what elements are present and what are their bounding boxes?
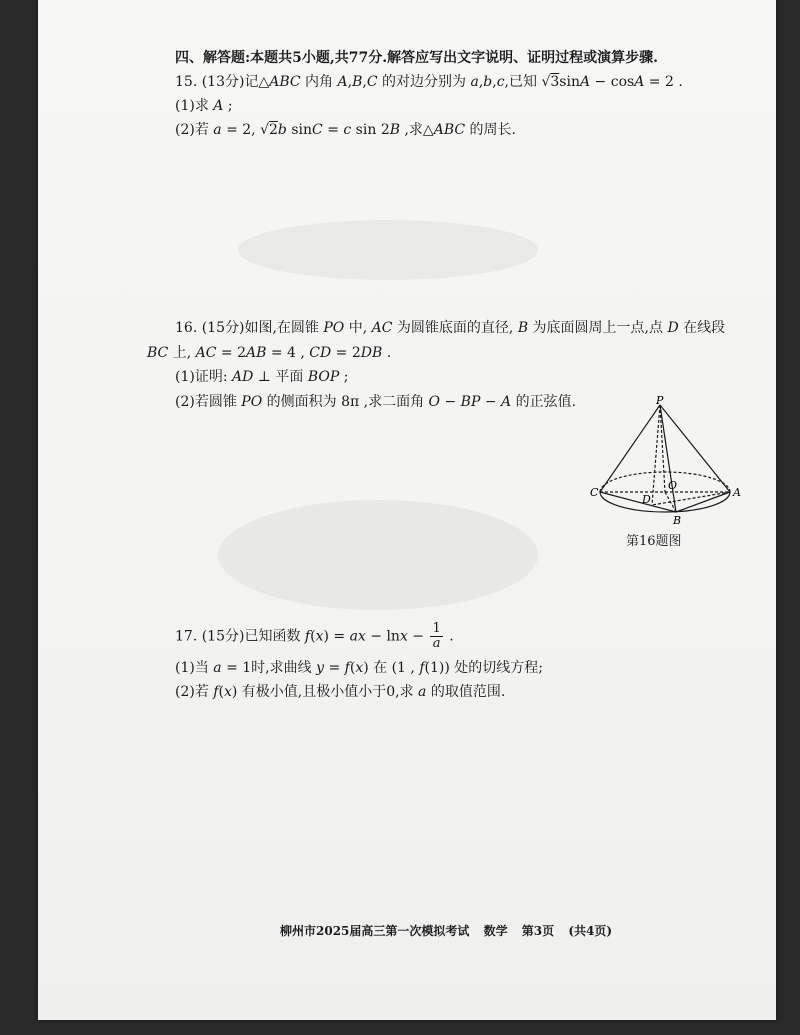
math: a	[418, 684, 427, 700]
math: f	[213, 684, 219, 700]
math: B	[352, 74, 363, 90]
footer-subject: 数学	[483, 924, 508, 938]
q15-stem	[175, 72, 683, 92]
text: (2)若	[175, 122, 214, 138]
math: PO	[323, 320, 345, 336]
math: c	[343, 122, 352, 138]
text: 15. (13分)记△	[175, 74, 270, 90]
generatrix-pc	[600, 405, 660, 492]
math: a	[213, 660, 222, 676]
text: 为圆锥底面的直径,	[392, 320, 518, 336]
math: D	[667, 320, 679, 336]
math: = 2, √	[221, 122, 269, 138]
label-b: B	[673, 514, 682, 527]
label-o: O	[668, 479, 678, 492]
math: sin	[559, 74, 580, 90]
text: (1)) 处的切线方程;	[424, 660, 543, 676]
math: f	[304, 628, 311, 645]
math: (	[310, 628, 316, 645]
math: b	[483, 74, 493, 90]
q16-stem-line2	[147, 343, 391, 363]
math: f	[419, 660, 425, 676]
text: .	[382, 345, 392, 361]
math: sin 2	[351, 122, 390, 138]
math: c	[496, 74, 505, 90]
segment-pd	[652, 405, 660, 505]
text: 16. (15分)如图,在圆锥	[175, 320, 324, 336]
math: a	[213, 122, 222, 138]
math: C	[366, 74, 378, 90]
text: ,	[478, 74, 484, 90]
label-a: A	[733, 486, 741, 499]
text: ,	[492, 74, 497, 90]
math: DB	[360, 345, 383, 361]
q16-part2	[175, 392, 576, 412]
text: 中,	[344, 320, 372, 336]
label-p: P	[656, 395, 664, 407]
math: b	[277, 122, 287, 138]
text: 的正弦值.	[511, 394, 577, 410]
text: ;	[223, 98, 233, 114]
math: CD	[309, 345, 332, 361]
math: =	[324, 660, 345, 676]
math: x	[399, 628, 408, 645]
text: 上,	[168, 345, 196, 361]
fraction-numerator: 1	[432, 621, 441, 636]
footer-exam: 柳州市2025届高三第一次模拟考试	[280, 924, 470, 938]
text: ,	[362, 74, 367, 90]
q15-part2	[175, 120, 516, 140]
text: ,已知 √	[504, 74, 551, 90]
smudge	[218, 500, 538, 610]
math: a	[470, 74, 479, 90]
math: x	[355, 660, 364, 676]
text: ,求△	[400, 122, 434, 138]
text: (2)若	[175, 684, 214, 700]
footer-total: (共4页)	[568, 924, 613, 938]
text: (1)求	[175, 98, 214, 114]
fraction	[430, 622, 442, 651]
math: AB	[246, 345, 267, 361]
math: ax	[349, 628, 366, 645]
text: 内角	[300, 74, 338, 90]
math: B	[389, 122, 401, 138]
math: − ln	[365, 628, 400, 645]
math: = 4 ,	[266, 345, 310, 361]
math: 3	[550, 74, 560, 90]
math: = 2	[331, 345, 361, 361]
math: A	[337, 74, 348, 90]
math: BP	[460, 394, 481, 410]
math: PO	[241, 394, 263, 410]
q15-part1	[175, 96, 233, 116]
label-c: C	[590, 486, 599, 499]
text: 为底面圆周上一点,点	[528, 320, 668, 336]
math: AC	[371, 320, 393, 336]
math: 2	[269, 122, 278, 138]
text: 的周长.	[465, 122, 516, 138]
q17-part1	[175, 658, 543, 678]
math: ) =	[323, 628, 350, 645]
math: − cos	[590, 74, 635, 90]
text: (1)证明:	[175, 369, 232, 385]
math: = 2 .	[644, 74, 683, 90]
section-heading: 四、解答题:本题共5小题,共77分.解答应写出文字说明、证明过程或演算步骤.	[175, 50, 659, 66]
text: ,	[347, 74, 353, 90]
math: A	[634, 74, 645, 90]
math: BOP	[307, 369, 340, 385]
math: = 2	[216, 345, 246, 361]
fraction-denominator: a	[432, 636, 441, 651]
math: (	[218, 684, 224, 700]
q16-part1	[175, 367, 349, 387]
math: ) 在 (1 ,	[363, 660, 420, 676]
text: 的侧面积为 8π ,求二面角	[262, 394, 429, 410]
math: AC	[195, 345, 217, 361]
math: y	[316, 660, 325, 676]
math: −	[407, 628, 429, 645]
math: ABC	[269, 74, 301, 90]
smudge	[238, 220, 538, 280]
math: A	[501, 394, 512, 410]
text: (1)当	[175, 660, 214, 676]
segment-cb	[600, 492, 676, 512]
math: O	[428, 394, 441, 410]
math: C	[312, 122, 323, 138]
figure-caption: 第16题图	[626, 534, 682, 549]
math: (	[349, 660, 356, 676]
math: −	[440, 394, 461, 410]
math: x	[315, 628, 324, 645]
text: = 1时,求曲线	[221, 660, 317, 676]
text: 17. (15分)已知函数	[175, 628, 305, 645]
math: A	[579, 74, 591, 90]
text: ;	[339, 369, 349, 385]
cone-figure	[590, 395, 750, 535]
math: B	[517, 320, 529, 336]
math: ABC	[433, 122, 466, 138]
math: =	[322, 122, 344, 138]
math: AD	[232, 369, 254, 385]
q16-stem-line1	[175, 318, 725, 338]
text: 的对边分别为	[377, 74, 471, 90]
text: ⊥ 平面	[253, 369, 308, 385]
math: BC	[147, 345, 169, 361]
page-footer	[280, 922, 622, 939]
text: .	[444, 628, 454, 645]
math: −	[480, 394, 502, 410]
math: sin	[286, 122, 313, 138]
q17-stem	[175, 622, 454, 651]
label-d: D	[642, 493, 651, 506]
math: f	[344, 660, 350, 676]
footer-page: 第3页	[521, 924, 555, 938]
text: (2)若圆锥	[175, 394, 242, 410]
math: A	[213, 98, 224, 114]
text: 的取值范围.	[426, 684, 506, 700]
math: x	[223, 684, 232, 700]
q17-part2	[175, 682, 505, 702]
text: ) 有极小值,且极小值小于0,求	[231, 684, 419, 700]
text: 在线段	[678, 320, 726, 336]
